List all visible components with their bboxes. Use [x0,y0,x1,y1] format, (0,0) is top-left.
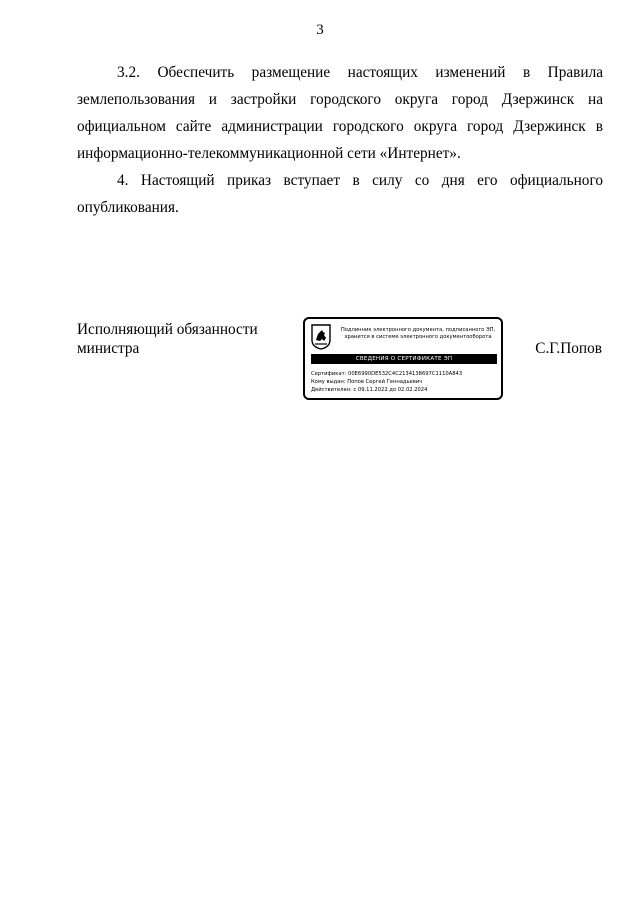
paragraph-3-2: 3.2. Обеспечить размещение настоящих изменений в Правила землепользования и застройки городского округа город Дзержинск на официальном сайте администрации городского округа город Дзержинск в информационно-телекоммуникационной сети «Интернет». [77,64,603,162]
certificate-owner: Кому выдан: Попов Сергей Геннадьевич [311,379,423,385]
stamp-header [337,327,499,341]
paragraph-4: 4. Настоящий приказ вступает в силу со дня его официального опубликования. [77,172,603,216]
signatory-name: С.Г.Попов [535,340,602,357]
coat-of-arms-icon [311,324,331,350]
stamp-title-bar: СВЕДЕНИЯ О СЕРТИФИКАТЕ ЭП [311,354,497,364]
signatory-position [77,320,258,358]
certificate-validity: Действителен: с 09.11.2022 до 02.02.2024 [311,387,428,393]
stamp-header-line1: Подлинник электронного документа, подписанного ЭП, [340,327,496,333]
stamp-header-line2: хранится в системе электронного документооборота [344,334,492,340]
signatory-position-line2: министра [77,340,140,357]
signatory-position-line1: Исполняющий обязанности [77,321,258,338]
document-body [77,59,603,221]
certificate-details [311,370,499,394]
certificate-number: Сертификат: 00E6990DE532C4C2134138697C1110A843 [311,371,463,377]
page-number: 3 [316,22,324,38]
electronic-signature-stamp [303,317,503,400]
